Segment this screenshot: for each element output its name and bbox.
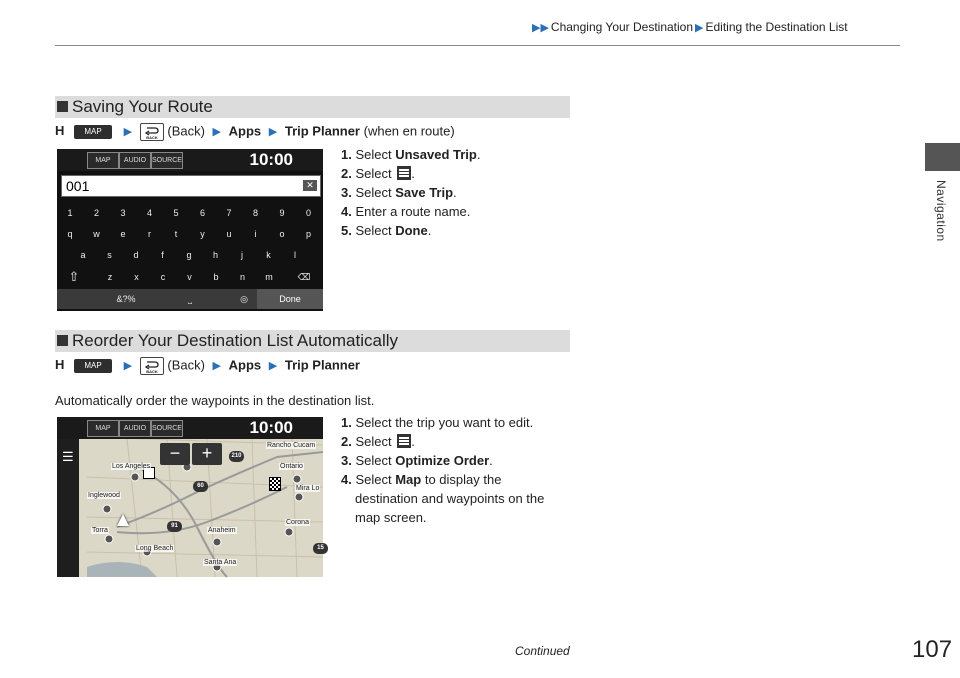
- step-item: 2. Select .: [341, 434, 415, 449]
- key-w[interactable]: w: [93, 229, 100, 239]
- map-place-label: Los Angeles: [112, 463, 151, 470]
- key-1[interactable]: 1: [67, 208, 73, 218]
- key-x[interactable]: x: [134, 272, 139, 282]
- home-icon: H: [55, 123, 65, 139]
- key-z[interactable]: z: [107, 272, 113, 282]
- key-9[interactable]: 9: [279, 208, 285, 218]
- screen-topbar: [57, 417, 323, 439]
- steps-list-1: [341, 145, 480, 240]
- key-5[interactable]: 5: [173, 208, 179, 218]
- section-heading-saving-route: Saving Your Route: [55, 96, 570, 118]
- screen-map: [57, 417, 323, 577]
- keyboard-row-2: [57, 245, 323, 267]
- back-button-icon: [140, 123, 164, 141]
- key-n[interactable]: n: [239, 272, 245, 282]
- menu-path-1: H MAP ▶ BACK (Back) ▶ Apps ▶ Trip Planner (when en route): [55, 123, 455, 140]
- arrow-icon: ▶: [123, 126, 133, 139]
- steps-list-2: [341, 413, 544, 527]
- chapter-label: Navigation: [934, 180, 948, 242]
- step-item: 4. Select Map to display the: [341, 472, 502, 487]
- arrow-icon: ▶: [212, 126, 222, 139]
- key-r[interactable]: r: [148, 229, 151, 239]
- destination-flag-icon: [269, 477, 281, 491]
- highway-shield-icon: 210: [229, 451, 244, 462]
- space-key[interactable]: ⎵: [188, 294, 192, 304]
- audio-tab[interactable]: AUDIO: [119, 420, 151, 437]
- chapter-tab: [925, 143, 960, 171]
- clock: 10:00: [249, 150, 293, 169]
- map-tab[interactable]: MAP: [87, 152, 119, 169]
- done-key[interactable]: Done: [257, 289, 323, 309]
- key-3[interactable]: 3: [120, 208, 126, 218]
- continued-label: Continued: [515, 644, 570, 658]
- map-place-label: Ontario: [280, 463, 303, 470]
- arrow-icon: ▶: [268, 360, 278, 373]
- arrow-icon: ▶: [268, 126, 278, 139]
- menu-icon: [397, 166, 411, 180]
- backspace-icon[interactable]: ⌫: [297, 272, 311, 282]
- square-bullet-icon: [57, 335, 68, 346]
- menu-path-2: H MAP ▶ BACK (Back) ▶ Apps ▶ Trip Planner: [55, 357, 360, 374]
- audio-tab[interactable]: AUDIO: [119, 152, 151, 169]
- screen-keyboard: [57, 149, 323, 311]
- map-side-panel: [57, 439, 79, 577]
- key-a[interactable]: a: [80, 250, 86, 260]
- svg-text:BACK: BACK: [145, 369, 158, 374]
- step-continuation: destination and waypoints on the: [355, 491, 545, 506]
- keyboard-row-1: [57, 224, 323, 246]
- step-continuation: map screen.: [355, 510, 427, 525]
- key-j[interactable]: j: [241, 250, 243, 260]
- key-d[interactable]: d: [133, 250, 139, 260]
- key-4[interactable]: 4: [146, 208, 152, 218]
- source-tab[interactable]: SOURCE: [151, 420, 183, 437]
- arrow-icon: ▶: [123, 360, 133, 373]
- screen-topbar: [57, 149, 323, 171]
- key-p[interactable]: p: [305, 229, 311, 239]
- clear-icon[interactable]: ✕: [303, 180, 317, 191]
- arrow-icon: ▶: [695, 22, 704, 34]
- key-c[interactable]: c: [160, 272, 166, 282]
- key-m[interactable]: m: [265, 272, 273, 282]
- map-tab[interactable]: MAP: [87, 420, 119, 437]
- step-item: 2. Select .: [341, 166, 415, 181]
- page-number: 107: [912, 636, 953, 663]
- route-name-input[interactable]: 001 ✕: [61, 175, 321, 197]
- source-tab[interactable]: SOURCE: [151, 152, 183, 169]
- key-y[interactable]: y: [200, 229, 205, 239]
- highway-shield-icon: 60: [193, 481, 208, 492]
- section-heading-reorder: Reorder Your Destination List Automatically: [55, 330, 570, 352]
- map-button-icon: MAP: [74, 125, 112, 139]
- highway-shield-icon: 91: [167, 521, 182, 532]
- menu-icon[interactable]: ☰: [62, 449, 74, 464]
- keyboard-row-3: [57, 267, 323, 289]
- key-l[interactable]: l: [294, 250, 296, 260]
- header-rule: [55, 45, 900, 46]
- step-item: 3. Select Save Trip.: [341, 185, 457, 200]
- shift-icon[interactable]: ⇧: [68, 269, 80, 284]
- map-place-label: Rancho Cucam: [267, 442, 316, 449]
- key-i[interactable]: i: [254, 229, 257, 239]
- vehicle-position-icon: [117, 514, 129, 526]
- arrow-icon: ▶: [212, 360, 222, 373]
- square-bullet-icon: [57, 101, 68, 112]
- key-k[interactable]: k: [266, 250, 271, 260]
- key-v[interactable]: v: [187, 272, 192, 282]
- home-icon: H: [55, 357, 65, 373]
- key-u[interactable]: u: [226, 229, 232, 239]
- key-t[interactable]: t: [174, 229, 178, 239]
- key-7[interactable]: 7: [226, 208, 232, 218]
- key-6[interactable]: 6: [199, 208, 205, 218]
- map-button-icon: MAP: [74, 359, 112, 373]
- key-0[interactable]: 0: [305, 208, 311, 218]
- menu-icon: [397, 434, 411, 448]
- map-place-label: Mira Lo: [296, 485, 320, 492]
- key-o[interactable]: o: [279, 229, 285, 239]
- key-h[interactable]: h: [212, 250, 218, 260]
- map-place-label: Corona: [286, 519, 309, 526]
- double-arrow-icon: ▶▶: [532, 22, 549, 34]
- body-text: Automatically order the waypoints in the destination list.: [55, 393, 375, 408]
- voice-icon[interactable]: ◎: [240, 294, 248, 304]
- map-place-label: Torra: [92, 527, 108, 534]
- map-place-label: Santa Ana: [204, 559, 237, 566]
- symbols-key[interactable]: &?%: [116, 294, 136, 304]
- key-b[interactable]: b: [213, 272, 219, 282]
- step-item: 1. Select Unsaved Trip.: [341, 147, 481, 162]
- zoom-in-button[interactable]: +: [192, 443, 222, 465]
- zoom-out-button[interactable]: −: [160, 443, 190, 465]
- map-place-label: Anaheim: [208, 527, 236, 534]
- key-q[interactable]: q: [67, 229, 73, 239]
- key-2[interactable]: 2: [93, 208, 99, 218]
- keyboard-row-numbers: [57, 203, 323, 225]
- back-button-icon: [140, 357, 164, 375]
- step-item: 1. Select the trip you want to edit.: [341, 415, 534, 430]
- keyboard-bottom-row: [57, 289, 323, 309]
- map-place-label: Inglewood: [88, 492, 120, 499]
- breadcrumb-part-2: Editing the Destination List: [705, 20, 848, 34]
- highway-shield-icon: 15: [313, 543, 328, 554]
- key-s[interactable]: s: [107, 250, 112, 260]
- key-f[interactable]: f: [161, 250, 164, 260]
- key-e[interactable]: e: [120, 229, 126, 239]
- step-item: 5. Select Done.: [341, 223, 432, 238]
- key-8[interactable]: 8: [252, 208, 258, 218]
- breadcrumb: [530, 20, 848, 34]
- key-g[interactable]: g: [186, 250, 192, 260]
- svg-text:BACK: BACK: [145, 135, 158, 140]
- clock: 10:00: [249, 418, 293, 437]
- step-item: 3. Select Optimize Order.: [341, 453, 493, 468]
- breadcrumb-part-1: Changing Your Destination: [550, 20, 694, 34]
- map-place-label: Long Beach: [136, 545, 174, 552]
- step-item: 4. Enter a route name.: [341, 204, 471, 219]
